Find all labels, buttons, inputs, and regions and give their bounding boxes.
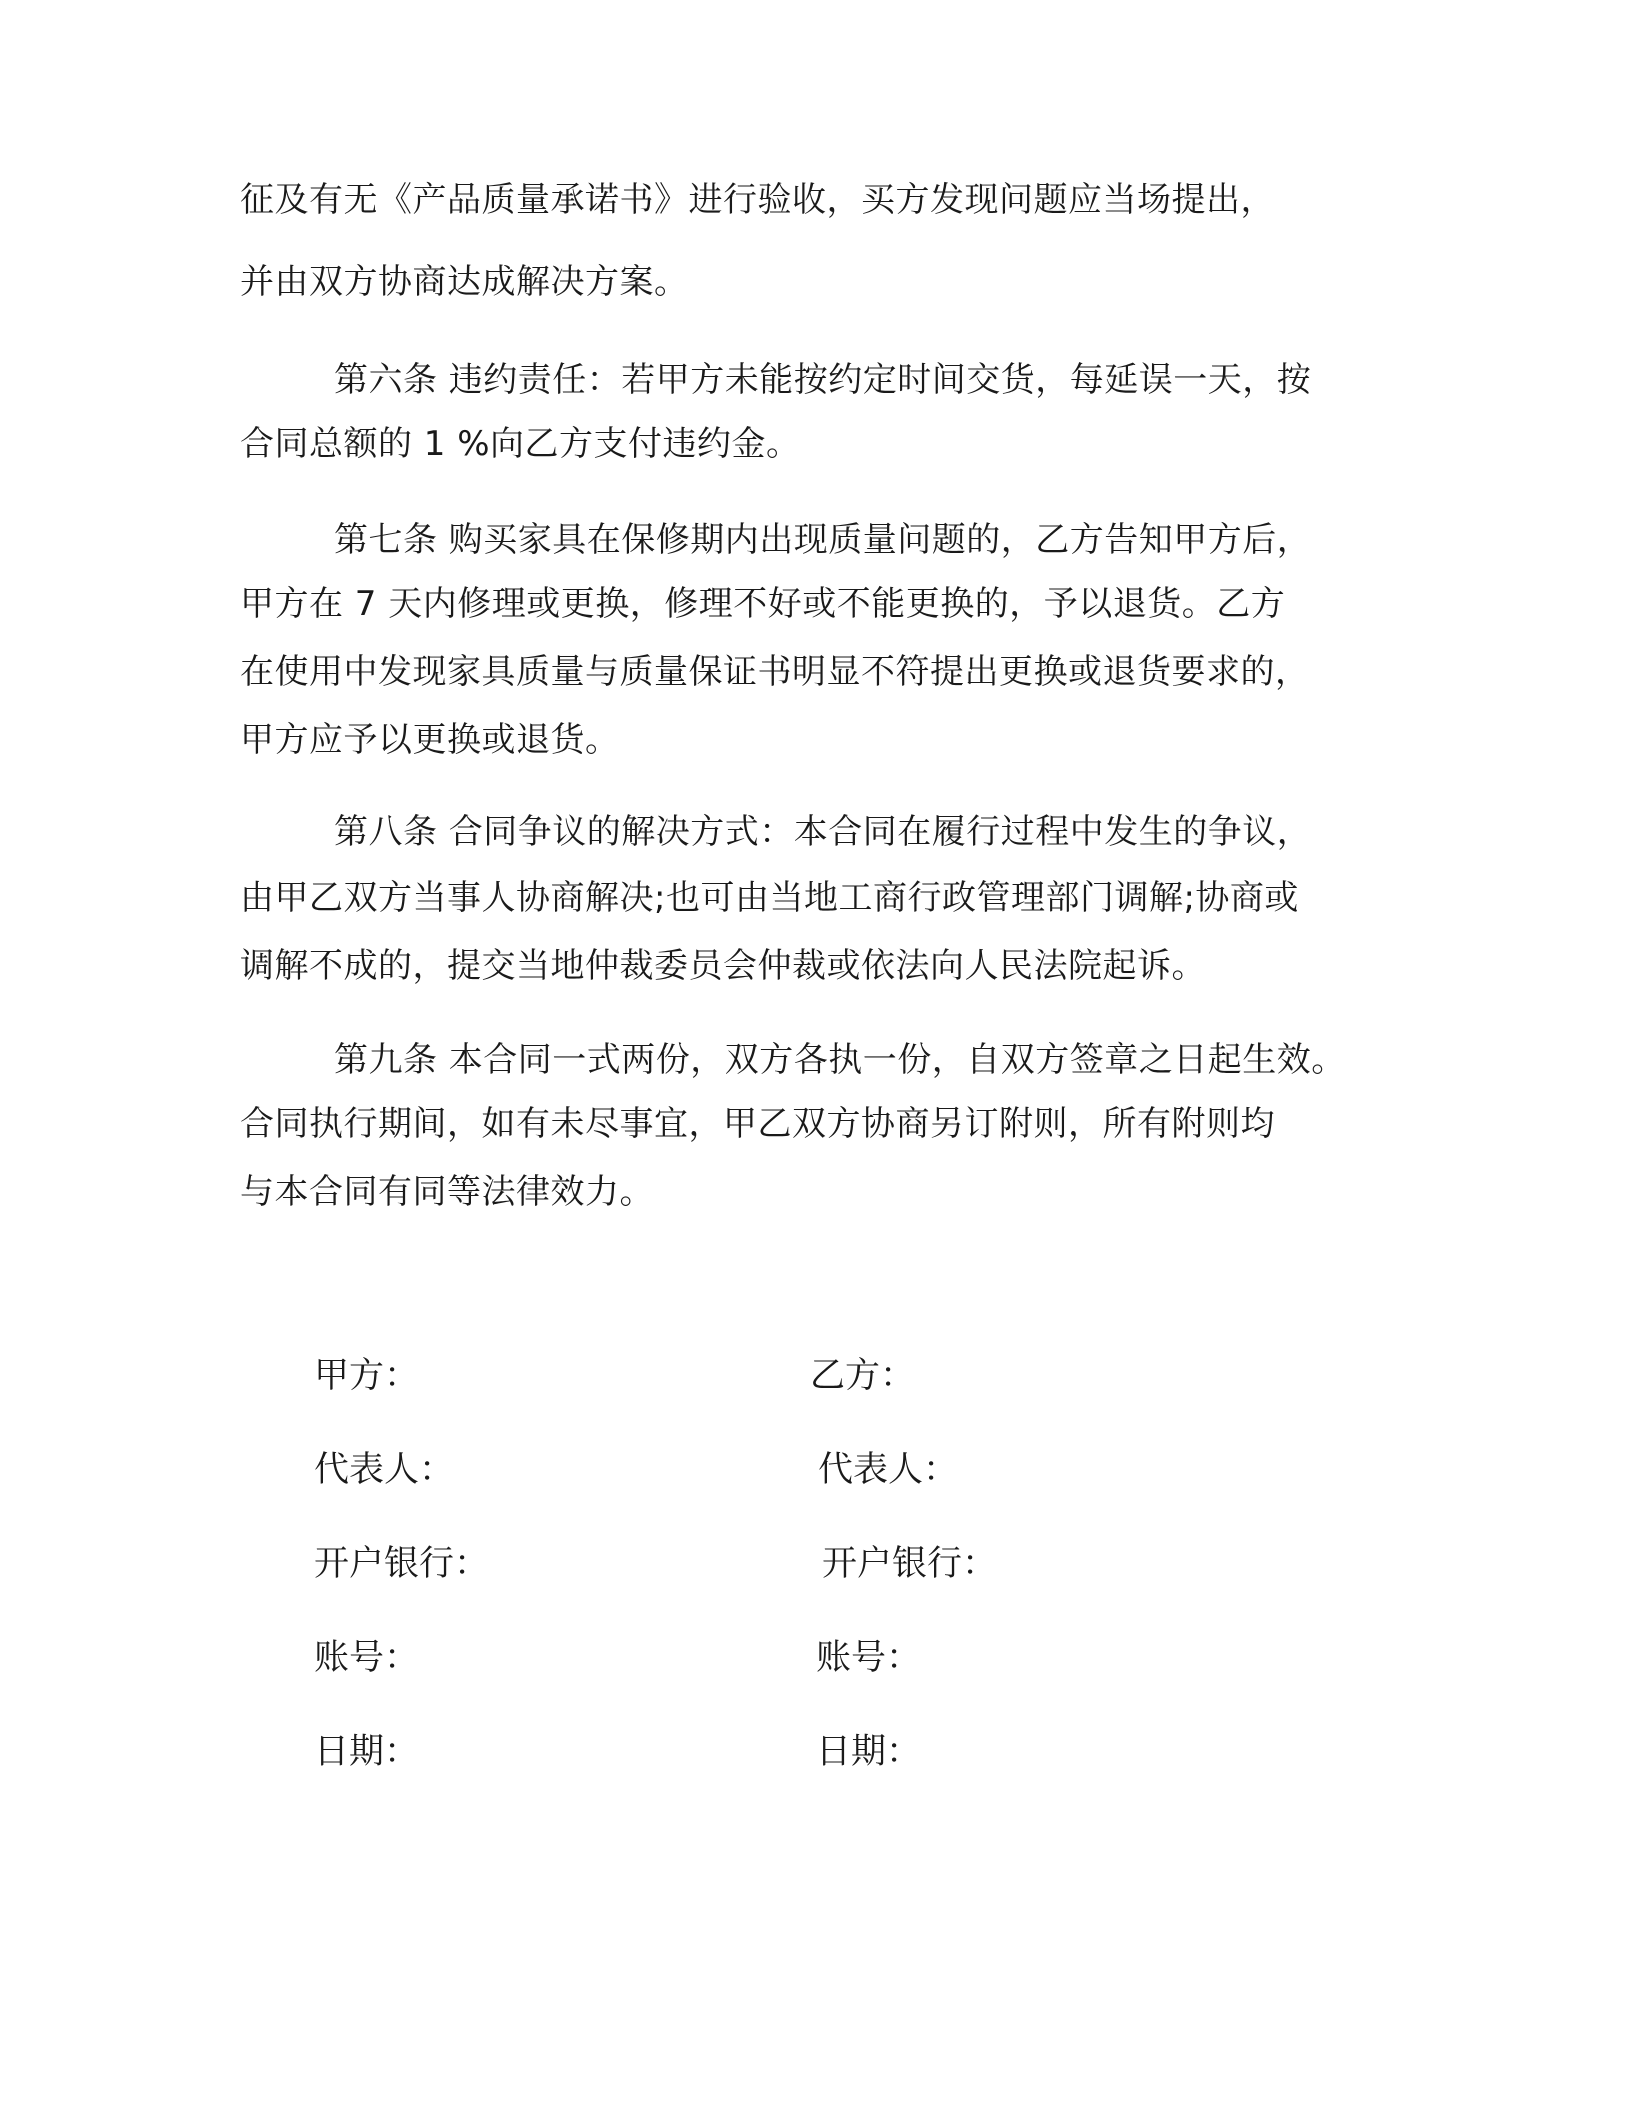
body-line: 合同总额的 1 %向乙方支付违约金。 (240, 424, 801, 464)
body-line: 调解不成的，提交当地仲裁委员会仲裁或依法向人民法院起诉。 (240, 946, 1206, 986)
party-a-account-label: 账号： (314, 1638, 420, 1678)
party-b-label: 乙方： (810, 1356, 916, 1396)
party-a-bank-label: 开户银行： (314, 1544, 490, 1584)
clause-7-heading-line: 第七条 购买家具在保修期内出现质量问题的，乙方告知甲方后， (334, 520, 1312, 560)
body-line: 合同执行期间，如有未尽事宜，甲乙双方协商另订附则，所有附则均 (240, 1104, 1275, 1144)
clause-6-heading-line: 第六条 违约责任：若甲方未能按约定时间交货，每延误一天，按 (334, 360, 1312, 400)
body-line: 并由双方协商达成解决方案。 (240, 262, 689, 302)
body-line: 在使用中发现家具质量与质量保证书明显不符提出更换或退货要求的， (240, 652, 1310, 692)
clause-9-heading-line: 第九条 本合同一式两份，双方各执一份，自双方签章之日起生效。 (334, 1040, 1346, 1080)
party-b-date-label: 日期： (816, 1732, 922, 1772)
body-line: 与本合同有同等法律效力。 (240, 1172, 654, 1212)
body-line: 征及有无《产品质量承诺书》进行验收，买方发现问题应当场提出， (240, 180, 1275, 220)
party-b-rep-label: 代表人： (818, 1450, 959, 1490)
clause-8-heading-line: 第八条 合同争议的解决方式：本合同在履行过程中发生的争议， (334, 812, 1312, 852)
party-a-rep-label: 代表人： (314, 1450, 455, 1490)
party-a-date-label: 日期： (314, 1732, 420, 1772)
body-line: 甲方应予以更换或退货。 (240, 720, 620, 760)
body-line: 由甲乙双方当事人协商解决;也可由当地工商行政管理部门调解;协商或 (240, 878, 1299, 918)
party-b-account-label: 账号： (816, 1638, 922, 1678)
party-a-label: 甲方： (314, 1356, 420, 1396)
body-line: 甲方在 7 天内修理或更换，修理不好或不能更换的，予以退货。乙方 (240, 584, 1286, 624)
party-b-bank-label: 开户银行： (822, 1544, 998, 1584)
